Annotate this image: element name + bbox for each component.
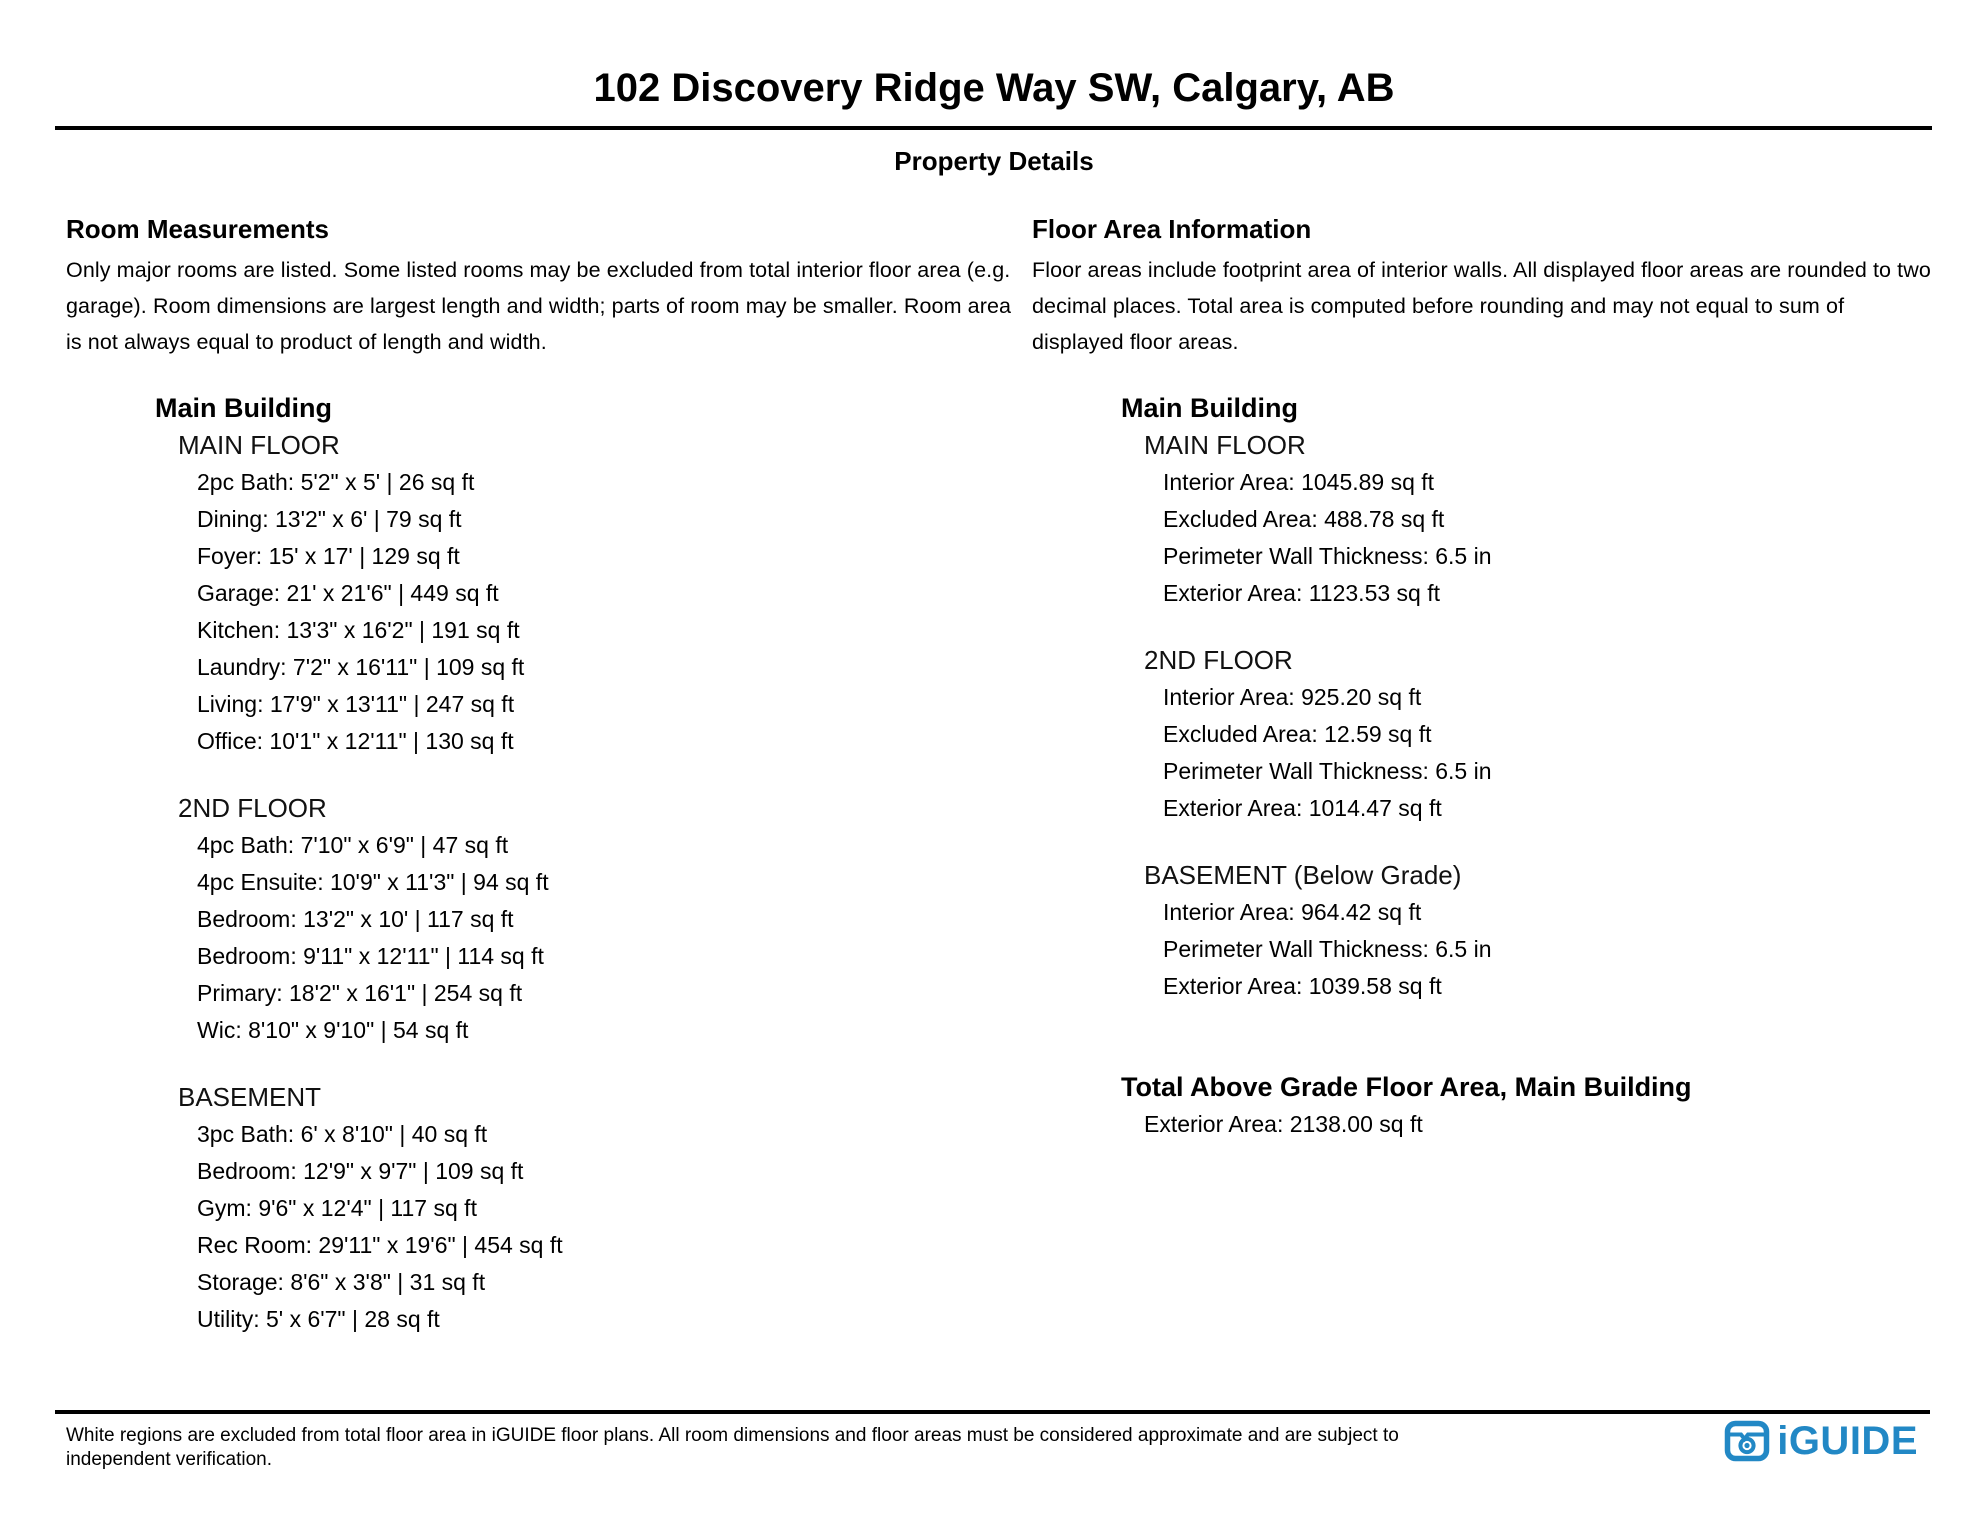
camera-icon [1724,1420,1770,1462]
room-line: Office: 10'1" x 12'11" | 130 sq ft [197,728,514,754]
room-line: 3pc Bath: 6' x 8'10" | 40 sq ft [197,1121,488,1147]
area-group-main-floor [1032,427,1932,612]
page-title: 102 Discovery Ridge Way SW, Calgary, AB [593,66,1395,110]
floor-heading: BASEMENT (Below Grade) [1144,860,1462,890]
area-line: Exterior Area: 1123.53 sq ft [1163,580,1441,606]
room-measurements-heading: Room Measurements [66,214,329,244]
room-line: Bedroom: 13'2" x 10' | 117 sq ft [197,906,514,932]
floor-group-basement [66,1079,1016,1338]
room-line: Primary: 18'2" x 16'1" | 254 sq ft [197,980,523,1006]
floor-area-information-section [1032,213,1932,1338]
area-line: Exterior Area: 1014.47 sq ft [1163,795,1442,821]
room-line: Gym: 9'6" x 12'4" | 117 sq ft [197,1195,477,1221]
brand-text: iGUIDE [1777,1419,1918,1463]
room-line: Kitchen: 13'3" x 16'2" | 191 sq ft [197,617,520,643]
total-above-grade-heading: Total Above Grade Floor Area, Main Building [1121,1072,1692,1102]
room-line: Garage: 21' x 21'6" | 449 sq ft [197,580,499,606]
floor-heading: MAIN FLOOR [1144,430,1306,460]
area-line: Interior Area: 1045.89 sq ft [1163,469,1435,495]
total-exterior-area-line: Exterior Area: 2138.00 sq ft [1144,1111,1423,1137]
floor-heading: 2ND FLOOR [178,793,327,823]
area-line: Perimeter Wall Thickness: 6.5 in [1163,543,1492,569]
floor-heading: MAIN FLOOR [178,430,340,460]
footer-disclaimer: White regions are excluded from total floor area in iGUIDE floor plans. All room dimensions and floor areas must be considered approximate and are subject to independent verification. [66,1425,1399,1470]
area-line: Perimeter Wall Thickness: 6.5 in [1163,758,1492,784]
area-group-basement [1032,857,1932,1005]
room-line: Foyer: 15' x 17' | 129 sq ft [197,543,460,569]
floor-group-main-floor [66,427,1016,760]
room-line: Dining: 13'2" x 6' | 79 sq ft [197,506,462,532]
room-line: 4pc Ensuite: 10'9" x 11'3" | 94 sq ft [197,869,549,895]
header-divider [55,126,1932,130]
room-line: Bedroom: 12'9" x 9'7" | 109 sq ft [197,1158,524,1184]
area-line: Perimeter Wall Thickness: 6.5 in [1163,936,1492,962]
floor-area-information-intro: Floor areas include footprint area of interior walls. All displayed floor areas are rounded to two decimal places. Total area is computed before rounding and may not equal to sum of displayed floor areas. [1032,258,1931,354]
building-heading: Main Building [1121,393,1298,423]
area-line: Interior Area: 925.20 sq ft [1163,684,1422,710]
room-line: 2pc Bath: 5'2" x 5' | 26 sq ft [197,469,475,495]
room-line: Rec Room: 29'11" x 19'6" | 454 sq ft [197,1232,563,1258]
area-line: Excluded Area: 488.78 sq ft [1163,506,1445,532]
building-heading: Main Building [155,393,332,423]
iguide-logo [1724,1418,1918,1464]
floor-heading: BASEMENT [178,1082,322,1112]
area-line: Interior Area: 964.42 sq ft [1163,899,1422,925]
floor-heading: 2ND FLOOR [1144,645,1293,675]
floor-area-information-heading: Floor Area Information [1032,214,1312,244]
page-subtitle: Property Details [894,146,1094,176]
area-group-2nd-floor [1032,642,1932,827]
room-line: Utility: 5' x 6'7" | 28 sq ft [197,1306,440,1332]
total-above-grade-block [1032,1069,1932,1143]
room-line: Laundry: 7'2" x 16'11" | 109 sq ft [197,654,525,680]
floor-group-2nd-floor [66,790,1016,1049]
area-line: Excluded Area: 12.59 sq ft [1163,721,1432,747]
area-line: Exterior Area: 1039.58 sq ft [1163,973,1442,999]
room-measurements-intro: Only major rooms are listed. Some listed rooms may be excluded from total interior floor area (e.g. garage). Room dimensions are largest length and width; parts of room may be smaller. Room area is not always equal to product of length and width. [66,258,1012,354]
content-columns [66,213,1988,1338]
room-line: Living: 17'9" x 13'11" | 247 sq ft [197,691,515,717]
room-line: 4pc Bath: 7'10" x 6'9" | 47 sq ft [197,832,509,858]
footer-divider [55,1410,1930,1414]
room-line: Bedroom: 9'11" x 12'11" | 114 sq ft [197,943,544,969]
room-line: Storage: 8'6" x 3'8" | 31 sq ft [197,1269,486,1295]
room-measurements-section [66,213,1016,1338]
room-line: Wic: 8'10" x 9'10" | 54 sq ft [197,1017,469,1043]
